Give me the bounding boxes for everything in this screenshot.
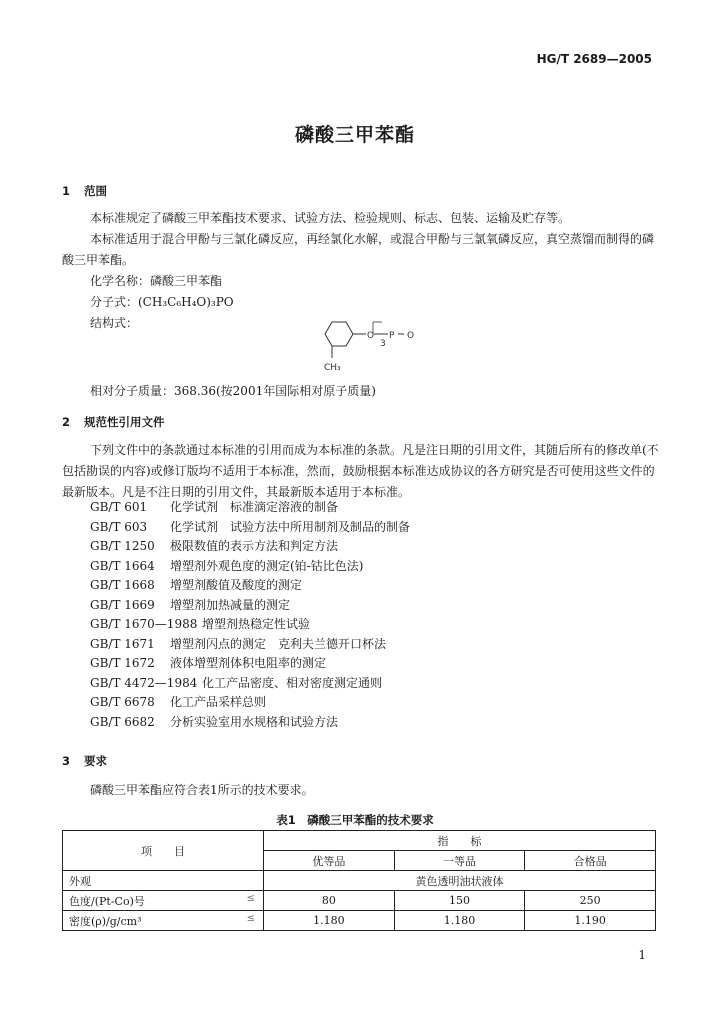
ref-title: 化学试剂 试验方法中所用制剂及制品的制备 <box>170 519 411 534</box>
section-2-heading <box>62 414 165 430</box>
reference-item <box>90 576 410 596</box>
reference-item <box>90 498 410 518</box>
section-number: 1 <box>62 184 71 198</box>
item-cell <box>63 891 264 911</box>
section-3-heading <box>62 753 107 769</box>
section-1-para-1: 本标准规定了磷酸三甲苯酯技术要求、试验方法、检验规则、标志、包装、运输及贮存等。 <box>90 211 571 225</box>
spec-table <box>62 830 656 931</box>
grade-cell: 合格品 <box>525 851 656 871</box>
value-cell: 150 <box>394 891 525 911</box>
ref-code: GB/T 4472—1984 <box>90 675 198 690</box>
reference-item <box>90 713 410 733</box>
ref-title: 增塑剂闪点的测定 克利夫兰德开口杯法 <box>170 636 387 651</box>
ref-code: GB/T 1672 <box>90 656 155 670</box>
item-label: 外观 <box>69 874 91 888</box>
le-symbol: ≤ <box>246 892 255 904</box>
section-title: 要求 <box>84 754 107 768</box>
ref-code: GB/T 1250 <box>90 539 155 553</box>
ref-title: 增塑剂酸值及酸度的测定 <box>170 578 303 592</box>
value-cell: 1.180 <box>264 911 395 931</box>
section-1-heading <box>62 183 107 199</box>
value-cell: 1.180 <box>394 911 525 931</box>
reference-item <box>90 518 410 538</box>
reference-item <box>90 674 410 694</box>
ref-code: GB/T 1669 <box>90 597 155 612</box>
standard-code: HG/T 2689—2005 <box>536 52 652 66</box>
value-cell: 80 <box>264 891 395 911</box>
grade-cell: 一等品 <box>394 851 525 871</box>
item-label: 色度/(Pt-Co)号 <box>69 894 145 908</box>
document-title: 磷酸三甲苯酯 <box>294 124 415 146</box>
ref-code: GB/T 6678 <box>90 695 155 709</box>
molecular-formula: 分子式：(CH₃C₆H₄O)₃PO <box>90 295 234 309</box>
ref-code: GB/T 1664 <box>90 558 155 573</box>
ref-title: 化工产品采样总则 <box>170 695 267 709</box>
reference-item <box>90 537 410 557</box>
ref-code: GB/T 6682 <box>90 714 155 729</box>
section-title: 规范性引用文件 <box>84 415 165 429</box>
o-link-atom: O <box>367 331 375 341</box>
table-row <box>63 911 656 931</box>
section-2-intro: 下列文件中的条款通过本标准的引用而成为本标准的条款。凡是注日期的引用文件，其随后所有的修改单(不包括勘误的内容)或修订版均不适用于本标准，然而，鼓励根据本标准达成协议的各方研究是否可使用这些文件的最新版本。凡是不注日期的引用文件，其最新版本适用于本标准。 <box>62 443 659 499</box>
reference-item <box>90 635 410 655</box>
ref-title: 极限数值的表示方法和判定方法 <box>170 539 339 553</box>
ref-title: 增塑剂外观色度的测定(铂-钴比色法) <box>170 558 364 573</box>
ref-title: 液体增塑剂体积电阻率的测定 <box>170 656 327 670</box>
item-cell <box>63 871 264 891</box>
value-cell: 1.190 <box>525 911 656 931</box>
reference-item <box>90 693 410 713</box>
structural-formula <box>318 318 428 378</box>
header-item-cell: 项 目 <box>63 831 264 871</box>
table-caption: 表1 磷酸三甲苯酯的技术要求 <box>276 813 434 827</box>
ref-code: GB/T 601 <box>90 500 148 514</box>
reference-item <box>90 654 410 674</box>
reference-list <box>90 498 410 732</box>
ch3-group: CH₃ <box>324 363 341 373</box>
o-double-atom: O <box>407 331 415 341</box>
section-number: 2 <box>62 415 71 429</box>
reference-item <box>90 615 410 635</box>
reference-item <box>90 596 410 616</box>
table-row <box>63 871 656 891</box>
header-index-cell: 指 标 <box>264 831 656 851</box>
reference-item <box>90 557 410 577</box>
section-3-para: 磷酸三甲苯酯应符合表1所示的技术要求。 <box>90 783 314 797</box>
section-1-para-2: 本标准适用于混合甲酚与三氯化磷反应，再经氯化水解，或混合甲酚与三氯氧磷反应，真空蒸馏而制得的磷酸三甲苯酯。 <box>62 232 655 267</box>
chemical-name: 化学名称：磷酸三甲苯酯 <box>90 274 223 288</box>
value-cell: 250 <box>525 891 656 911</box>
page-number: 1 <box>638 948 646 962</box>
molecular-weight: 相对分子质量：368.36(按2001年国际相对原子质量) <box>90 384 376 398</box>
ref-title: 化工产品密度、相对密度测定通则 <box>202 675 383 690</box>
section-title: 范围 <box>84 184 107 198</box>
item-cell <box>63 911 264 931</box>
grade-cell: 优等品 <box>264 851 395 871</box>
ref-code: GB/T 1668 <box>90 578 155 592</box>
p-atom: P <box>389 331 395 341</box>
ref-code: GB/T 603 <box>90 519 148 534</box>
section-number: 3 <box>62 754 71 768</box>
merged-value-cell: 黄色透明油状液体 <box>264 871 656 891</box>
benzene-ring <box>325 322 353 346</box>
subscript-3: 3 <box>380 339 386 349</box>
le-symbol: ≤ <box>246 912 255 924</box>
item-label: 密度(ρ)/g/cm³ <box>69 914 142 928</box>
ref-title: 增塑剂热稳定性试验 <box>202 617 311 631</box>
ref-title: 增塑剂加热减量的测定 <box>170 597 291 612</box>
structure-label: 结构式： <box>90 316 139 330</box>
table-header-row <box>63 831 656 851</box>
ref-code: GB/T 1670—1988 <box>90 617 198 631</box>
ref-code: GB/T 1671 <box>90 636 155 651</box>
ref-title: 化学试剂 标准滴定溶液的制备 <box>170 500 339 514</box>
table-row <box>63 891 656 911</box>
ref-title: 分析实验室用水规格和试验方法 <box>170 714 339 729</box>
